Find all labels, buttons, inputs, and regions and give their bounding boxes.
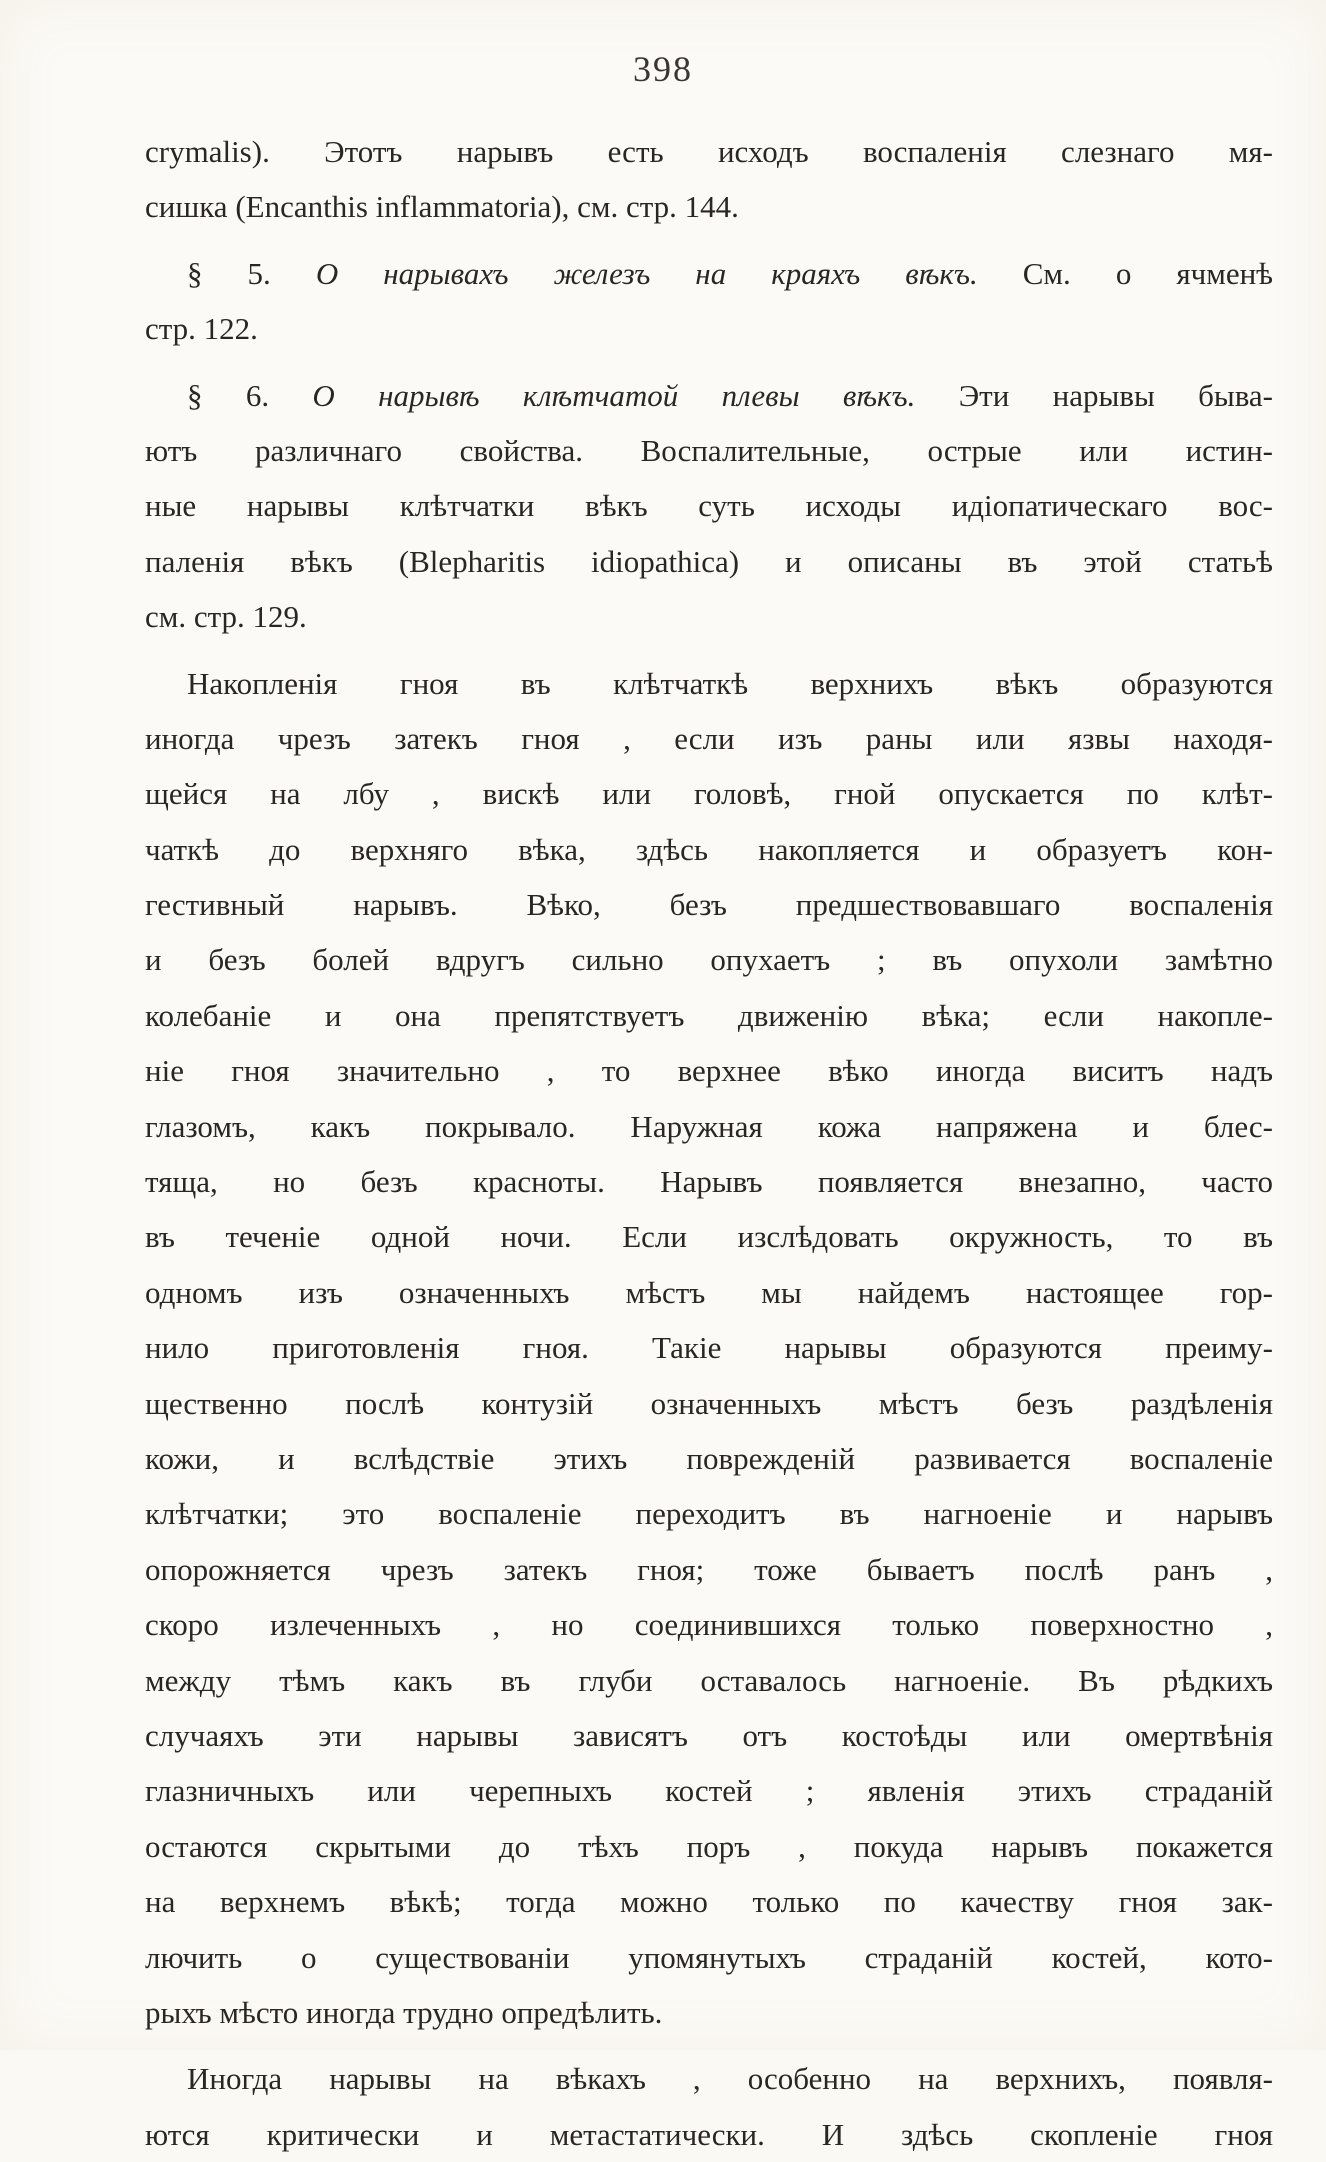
text-line: случаяхъ эти нарывы зависятъ отъ костоѣды или омертвѣнія xyxy=(145,1717,1273,1753)
text-line: колебаніе и она препятствуетъ движенію вѣка; если накопле- xyxy=(145,997,1273,1033)
text-line: стр. 122. xyxy=(145,311,258,347)
section-number: § 6. xyxy=(187,377,313,413)
text-line: crymalis). Этотъ нарывъ есть исходъ воспаленія слезнаго мя- xyxy=(145,134,1273,169)
text-line: ные нарывы клѣтчатки вѣкъ суть исходы идіопатическаго вос- xyxy=(145,488,1273,524)
page-number: 398 xyxy=(633,49,693,89)
text-line: щейся на лбу , вискѣ или головѣ, гной опускается по клѣт- xyxy=(145,776,1273,812)
text-line: ютъ различнаго свойства. Воспалительные, острые или истин- xyxy=(145,432,1273,468)
section-title: О нарывѣ клѣтчатой плевы вѣкъ. xyxy=(312,377,916,413)
section-lead: См. о ячменѣ xyxy=(977,255,1273,291)
text-line: клѣтчатки; это воспаленіе переходитъ въ нагноеніе и нарывъ xyxy=(145,1496,1273,1532)
text-line: кожи, и вслѣдствіе этихъ поврежденій развивается воспаленіе xyxy=(145,1440,1273,1476)
text-line: сишка (Encanthis inflammatoria), см. стр. 144. xyxy=(145,189,739,225)
text-line: щественно послѣ контузій означенныхъ мѣстъ безъ раздѣленія xyxy=(145,1385,1273,1421)
text-line: паленія вѣкъ (Blepharitis idiopathica) и описаны въ этой статьѣ xyxy=(145,543,1273,579)
text-line: опорожняется чрезъ затекъ гноя; тоже бываетъ послѣ ранъ , xyxy=(145,1551,1273,1587)
text-line: гестивный нарывъ. Вѣко, безъ предшествовавшаго воспаленія xyxy=(145,887,1273,923)
section-title: О нарывахъ железъ на краяхъ вѣкъ. xyxy=(315,255,978,291)
text-line: глазомъ, какъ покрывало. Наружная кожа напряжена и блес- xyxy=(145,1108,1273,1144)
text-line: глазничныхъ или черепныхъ костей ; явленія этихъ страданій xyxy=(145,1773,1273,1809)
text-line: между тѣмъ какъ въ глуби оставалось нагноеніе. Въ рѣдкихъ xyxy=(145,1662,1273,1698)
text-line: чаткѣ до верхняго вѣка, здѣсь накопляется и образуетъ кон- xyxy=(145,831,1273,867)
body-text xyxy=(145,124,1273,2162)
text-line: ніе гноя значительно , то верхнее вѣко иногда виситъ надъ xyxy=(145,1053,1273,1089)
paragraph-first-line: Иногда нарывы на вѣкахъ , особенно на верхнихъ, появля- xyxy=(187,2061,1273,2097)
text-line: ются критически и метастатически. И здѣсь скопленіе гноя xyxy=(145,2116,1273,2152)
text-line: скоро излеченныхъ , но соединившихся только поверхностно , xyxy=(145,1607,1273,1643)
section-lead: Эти нарывы быва- xyxy=(915,377,1274,413)
text-line: см. стр. 129. xyxy=(145,599,307,635)
text-line: остаются скрытыми до тѣхъ поръ , покуда нарывъ покажется xyxy=(145,1828,1273,1864)
text-line: и безъ болей вдругъ сильно опухаетъ ; въ опухоли замѣтно xyxy=(145,942,1273,978)
text-line: рыхъ мѣсто иногда трудно опредѣлить. xyxy=(145,1994,663,2030)
text-line: нило приготовленія гноя. Такіе нарывы образуются преиму- xyxy=(145,1330,1273,1366)
text-line: лючить о существованіи упомянутыхъ страданій костей, кото- xyxy=(145,1939,1273,1975)
section-heading-5 xyxy=(145,246,1273,301)
text-line: на верхнемъ вѣкѣ; тогда можно только по качеству гноя зак- xyxy=(145,1884,1273,1920)
paragraph-first-line: Накопленія гноя въ клѣтчаткѣ верхнихъ вѣкъ образуются xyxy=(187,665,1273,701)
text-line: тяща, но безъ красноты. Нарывъ появляется внезапно, часто xyxy=(145,1164,1273,1200)
text-line: одномъ изъ означенныхъ мѣстъ мы найдемъ настоящее гор- xyxy=(145,1274,1273,1310)
text-line: иногда чрезъ затекъ гноя , если изъ раны или язвы находя- xyxy=(145,720,1273,756)
section-heading-6 xyxy=(145,368,1273,423)
text-line: въ теченіе одной ночи. Если изслѣдовать окружность, то въ xyxy=(145,1219,1273,1255)
section-number: § 5. xyxy=(187,255,316,291)
